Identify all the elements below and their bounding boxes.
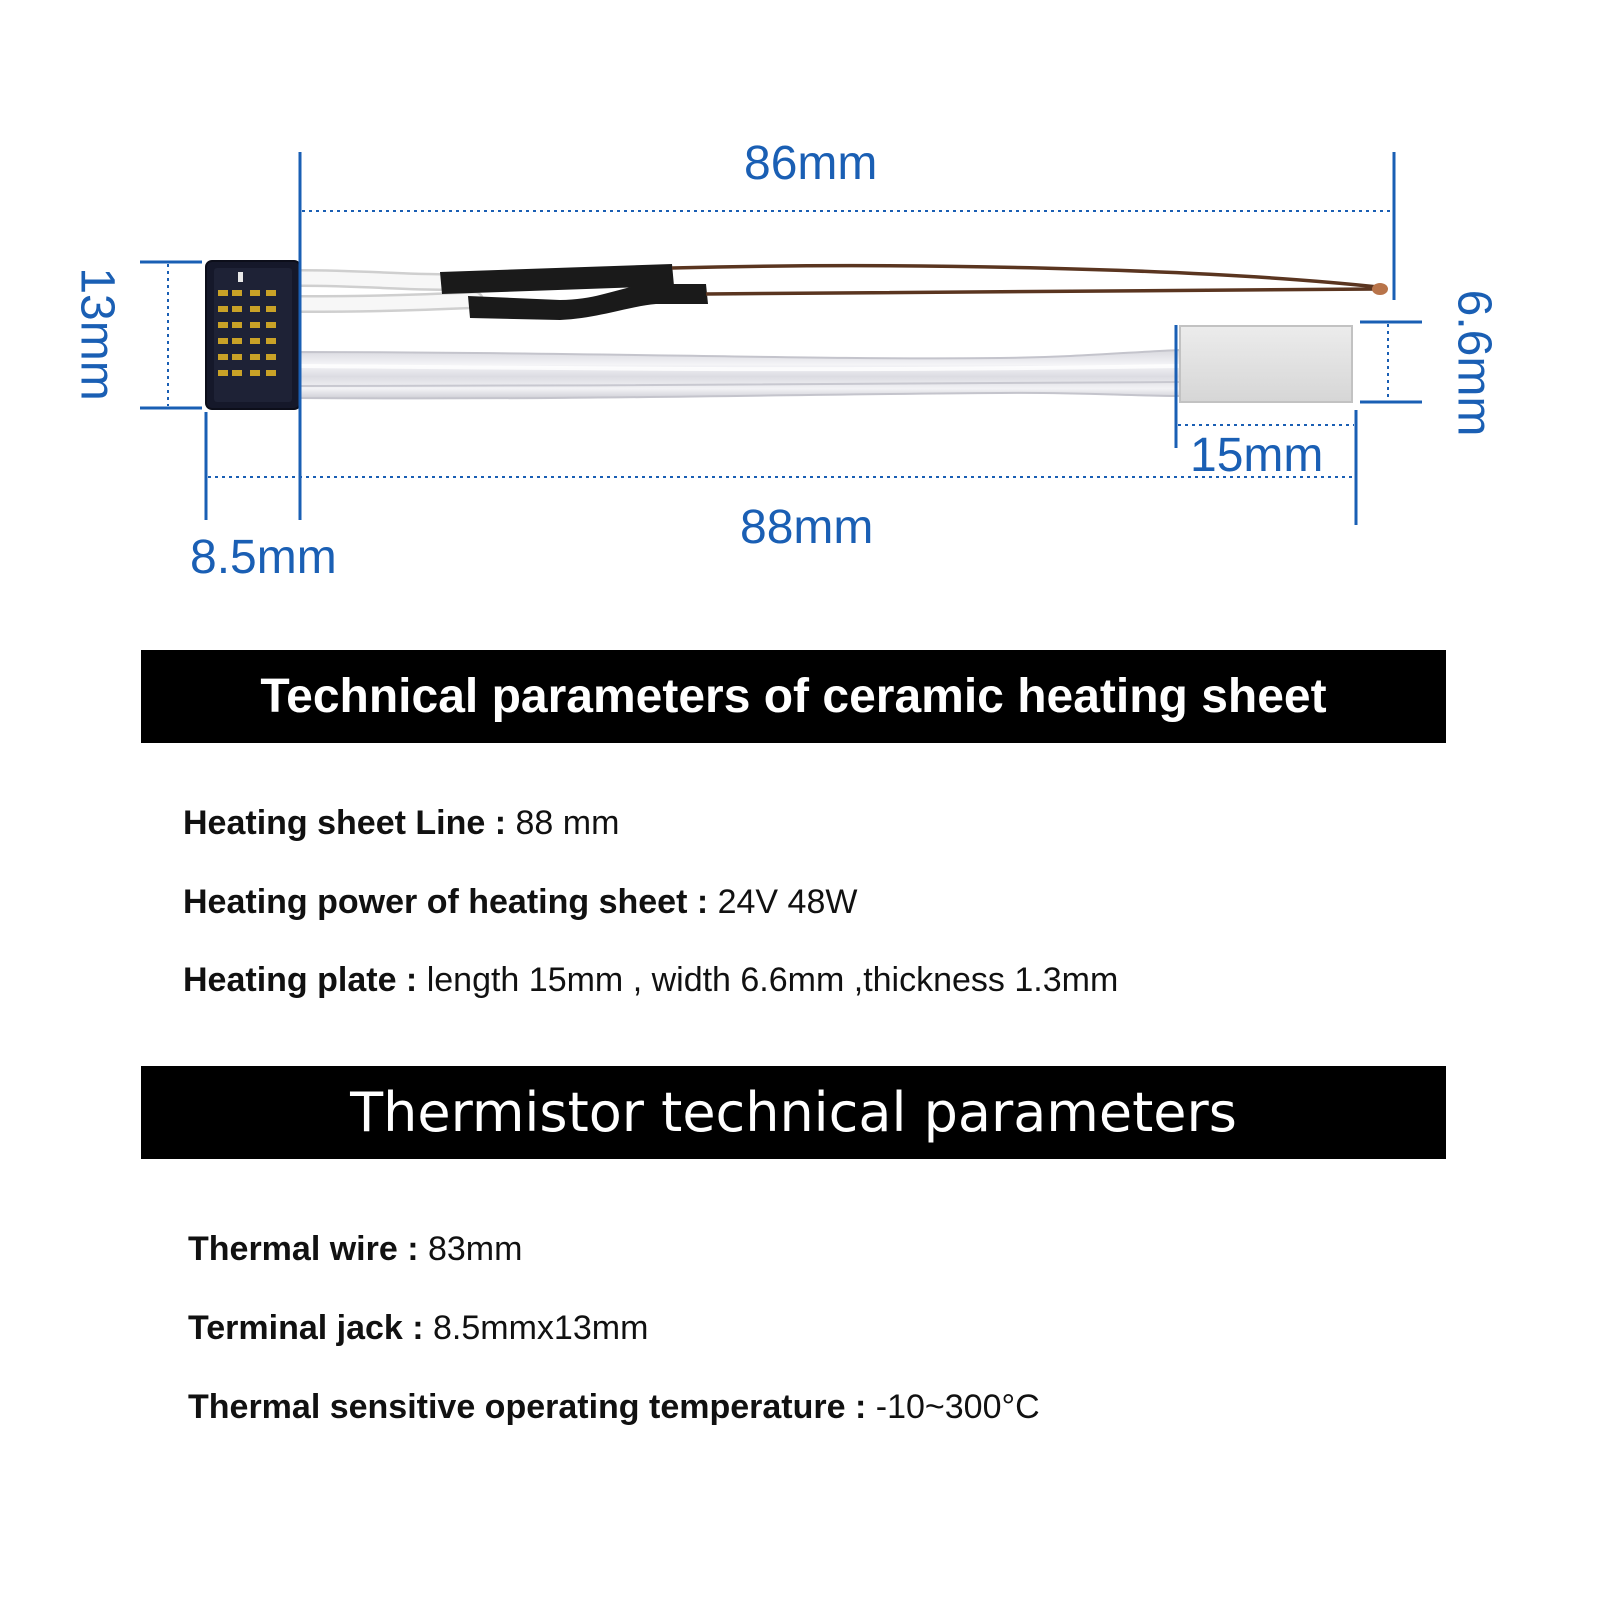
heater-lead-tube [296, 350, 1180, 398]
ceramic-heating-plate [1180, 326, 1352, 402]
dim-label-plate-length: 15mm [1190, 429, 1324, 482]
dim-label-total-length: 86mm [744, 137, 878, 190]
dim-label-sheet-line: 88mm [740, 501, 874, 554]
spec-value: -10~300°C [866, 1388, 1040, 1426]
spec-label: Heating plate : [183, 961, 418, 999]
spec-heating-sheet-line [183, 806, 619, 840]
thermistor-section-title: Thermistor technical parameters [141, 1066, 1446, 1159]
spec-heating-power [183, 885, 857, 919]
heating-section-title: Technical parameters of ceramic heating sheet [141, 650, 1446, 743]
terminal-connector [206, 261, 300, 409]
spec-label: Heating sheet Line : [183, 804, 507, 842]
dim-label-jack-width: 8.5mm [190, 531, 337, 584]
spec-heating-plate [183, 963, 1118, 997]
spec-label: Thermal wire : [188, 1230, 419, 1268]
spec-thermal-wire [188, 1232, 522, 1266]
spec-label: Terminal jack : [188, 1309, 424, 1347]
thermistor-wires [672, 266, 1388, 295]
spec-operating-temperature [188, 1390, 1040, 1424]
spec-value: 83mm [418, 1230, 523, 1268]
thermistor-bead [1372, 283, 1388, 295]
dim-label-plate-width: 6.6mm [1447, 289, 1501, 437]
spec-value: 8.5mmx13mm [423, 1309, 649, 1347]
spec-value: 24V 48W [708, 883, 858, 921]
spec-value: length 15mm , width 6.6mm ,thickness 1.3mm [417, 961, 1119, 999]
spec-label: Heating power of heating sheet : [183, 883, 709, 921]
dim-label-jack-height: 13mm [70, 267, 124, 401]
spec-label: Thermal sensitive operating temperature : [188, 1388, 867, 1426]
spec-terminal-jack [188, 1311, 648, 1345]
heat-shrink-sleeves [440, 264, 708, 320]
spec-value: 88 mm [506, 804, 620, 842]
